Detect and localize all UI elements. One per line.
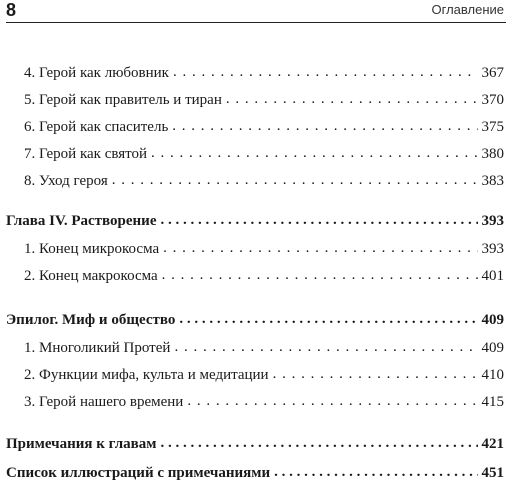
- toc-entry-page: 409: [481, 340, 504, 356]
- toc-entry-page: 370: [481, 92, 504, 108]
- toc-chapter-entry[interactable]: [6, 464, 504, 482]
- toc-entry-title: 6. Герой как спаситель: [24, 119, 169, 135]
- toc-chapter-entry[interactable]: [6, 212, 504, 230]
- toc-entry-page: 375: [481, 119, 504, 135]
- toc-chapter-entry[interactable]: [6, 311, 504, 329]
- toc-entry-title: 4. Герой как любовник: [24, 65, 169, 81]
- dot-leader: [274, 463, 477, 481]
- toc-entry[interactable]: [24, 240, 504, 258]
- toc-chapter-title: Список иллюстраций с примечаниями: [6, 465, 271, 481]
- dot-leader: [160, 211, 477, 229]
- dot-leader: [173, 63, 478, 81]
- dot-leader: [179, 310, 477, 328]
- toc-entry[interactable]: [24, 393, 504, 411]
- dot-leader: [112, 171, 478, 189]
- toc-entry-title: 3. Герой нашего времени: [24, 394, 184, 410]
- toc-chapter-title: Примечания к главам: [6, 436, 157, 452]
- toc-entry-title: 2. Конец макрокосма: [24, 268, 158, 284]
- toc-entry-page: 401: [481, 268, 504, 284]
- toc-entry[interactable]: [24, 64, 504, 82]
- toc-chapter-page: 393: [481, 213, 504, 229]
- toc-entry-page: 393: [481, 241, 504, 257]
- toc-entry[interactable]: [24, 267, 504, 285]
- dot-leader: [273, 365, 478, 383]
- dot-leader: [151, 144, 477, 162]
- toc-chapter-title: Глава IV. Растворение: [6, 213, 157, 229]
- toc-chapter-entry[interactable]: [6, 435, 504, 453]
- toc-entry-page: 367: [481, 65, 504, 81]
- toc-chapter-page: 451: [481, 465, 504, 481]
- toc-entry-title: 5. Герой как правитель и тиран: [24, 92, 222, 108]
- dot-leader: [187, 392, 477, 410]
- toc-entry[interactable]: [24, 91, 504, 109]
- toc-entry-title: 8. Уход героя: [24, 173, 108, 189]
- dot-leader: [174, 338, 477, 356]
- dot-leader: [226, 90, 478, 108]
- toc-entry-page: 380: [481, 146, 504, 162]
- toc-entry[interactable]: [24, 172, 504, 190]
- dot-leader: [160, 434, 477, 452]
- dot-leader: [163, 239, 477, 257]
- dot-leader: [172, 117, 477, 135]
- toc-entry-page: 415: [481, 394, 504, 410]
- page-number: 8: [6, 0, 17, 20]
- toc-chapter-title: Эпилог. Миф и общество: [6, 312, 176, 328]
- toc-entry-title: 7. Герой как святой: [24, 146, 148, 162]
- toc-entry-page: 410: [481, 367, 504, 383]
- toc-entry-title: 1. Многоликий Протей: [24, 340, 171, 356]
- toc-entry[interactable]: [24, 145, 504, 163]
- toc-entry[interactable]: [24, 339, 504, 357]
- toc-entry[interactable]: [24, 118, 504, 136]
- toc-chapter-page: 421: [481, 436, 504, 452]
- dot-leader: [162, 266, 478, 284]
- toc-entry-title: 1. Конец микрокосма: [24, 241, 160, 257]
- toc-entry-page: 383: [481, 173, 504, 189]
- toc-entry[interactable]: [24, 366, 504, 384]
- running-header: Оглавление: [431, 2, 504, 17]
- toc-entry-title: 2. Функции мифа, культа и медитации: [24, 367, 269, 383]
- toc-chapter-page: 409: [481, 312, 504, 328]
